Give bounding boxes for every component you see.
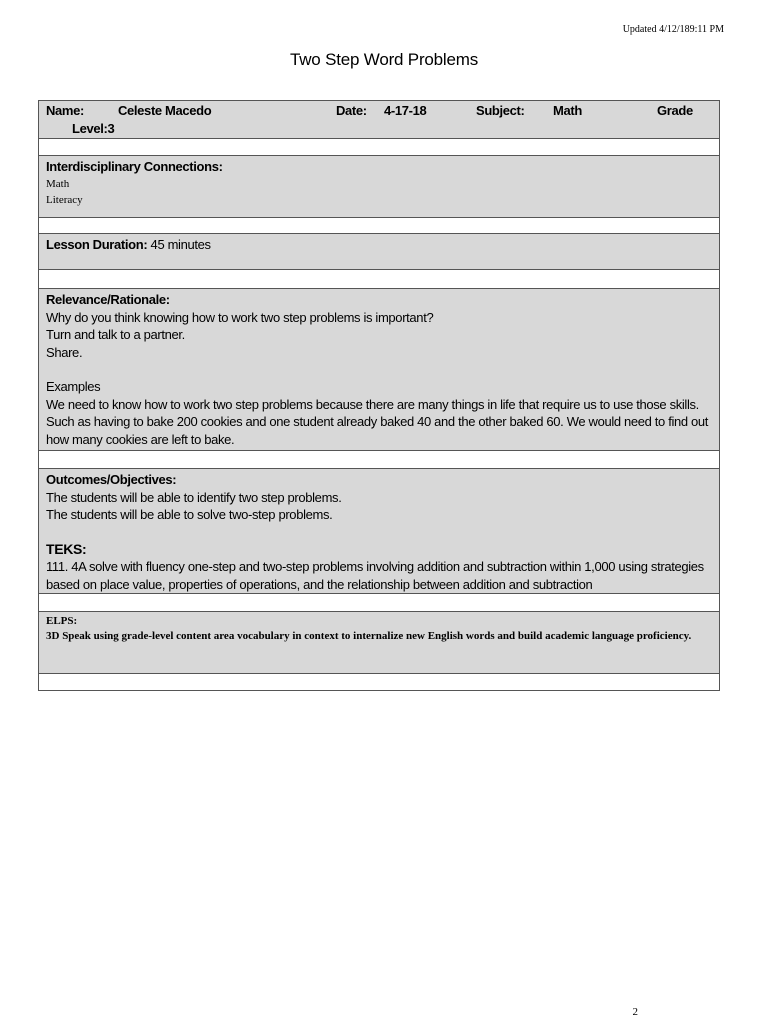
name-value: Celeste Macedo <box>118 103 212 118</box>
name-label: Name: <box>46 103 84 118</box>
date-label: Date: <box>336 103 367 118</box>
examples-text: We need to know how to work two step problems because there are many things in life that require us to use those skills. Such as having to bake 200 cookies and one student already baked 40 and the other baked 60. We would need to find out how many cookies are left to bake. <box>46 396 709 447</box>
spacer-row <box>39 218 719 234</box>
relevance-line: Turn and talk to a partner. <box>46 327 185 342</box>
relevance-line: Share. <box>46 344 83 360</box>
grade-level: Level:3 <box>72 121 115 136</box>
relevance-heading: Relevance/Rationale: <box>46 292 170 307</box>
outcome-line: The students will be able to identify two step problems. <box>46 489 342 505</box>
page-number: 2 <box>632 1006 638 1018</box>
spacer-row <box>39 674 719 690</box>
elps-heading: ELPS: <box>46 615 78 627</box>
subject-label: Subject: <box>476 103 525 118</box>
elps-section <box>39 612 719 674</box>
lesson-plan-table <box>38 100 720 691</box>
grade-label: Grade <box>657 103 693 118</box>
duration-value: 45 minutes <box>147 237 211 252</box>
outcomes-heading: Outcomes/Objectives: <box>46 472 177 487</box>
info-row <box>39 101 719 139</box>
spacer-row <box>39 139 719 156</box>
relevance-section <box>39 289 719 451</box>
page-title: Two Step Word Problems <box>289 50 479 69</box>
spacer-row <box>39 594 719 612</box>
spacer-row <box>39 270 719 289</box>
updated-timestamp: Updated 4/12/189:11 PM <box>622 24 724 35</box>
interdisciplinary-section <box>39 156 719 218</box>
teks-heading: TEKS: <box>46 540 87 557</box>
spacer-row <box>39 451 719 469</box>
date-value: 4-17-18 <box>384 103 427 118</box>
interdisciplinary-item: Literacy <box>46 193 83 206</box>
elps-text: 3D Speak using grade-level content area vocabulary in context to internalize new English words and build academic language proficiency. <box>46 630 692 642</box>
outcomes-section <box>39 469 719 594</box>
outcome-line: The students will be able to solve two-step problems. <box>46 507 333 522</box>
teks-text: 111. 4A solve with fluency one-step and two-step problems involving addition and subtraction within 1,000 using strategies based on place value, properties of operations, and the relationship between addition and subtraction <box>46 559 704 592</box>
interdisciplinary-item: Math <box>46 177 70 190</box>
interdisciplinary-heading: Interdisciplinary Connections: <box>46 159 223 174</box>
duration-section <box>39 234 719 270</box>
subject-value: Math <box>553 103 582 118</box>
duration-label: Lesson Duration: <box>46 237 148 252</box>
relevance-line: Why do you think knowing how to work two step problems is important? <box>46 309 434 325</box>
examples-label: Examples <box>46 379 101 394</box>
